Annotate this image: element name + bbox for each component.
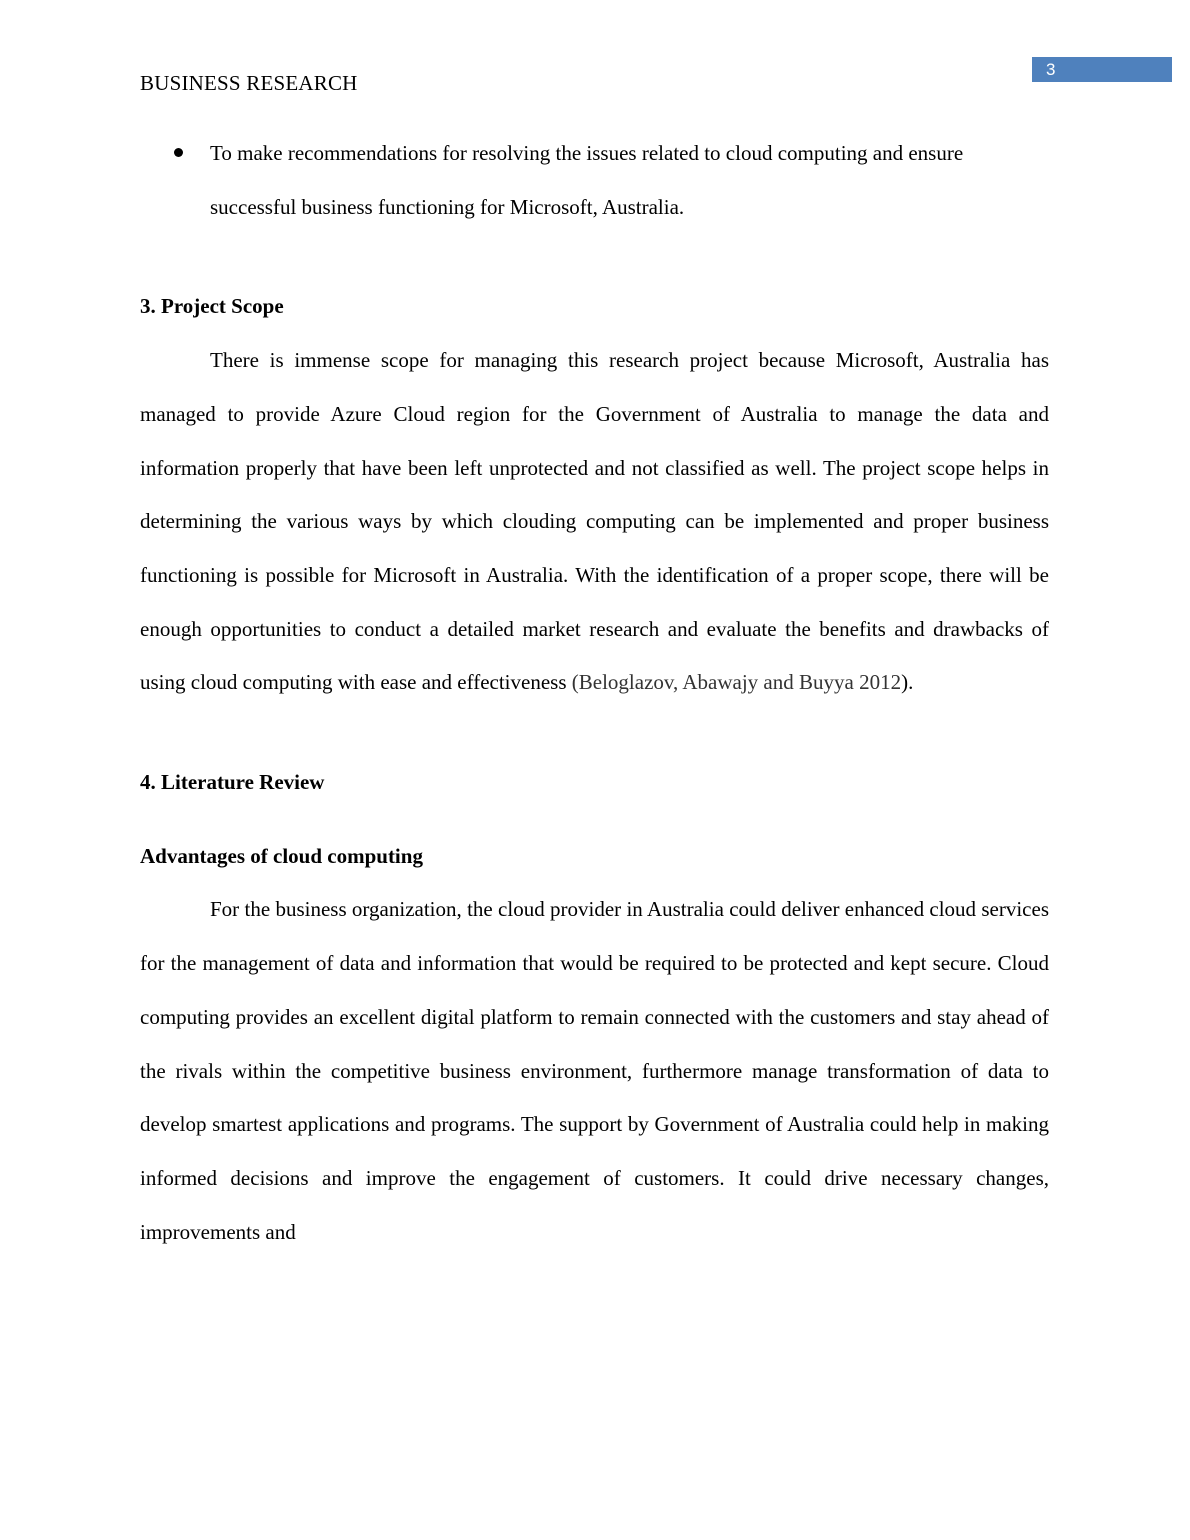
project-scope-citation: (Beloglazov, Abawajy and Buyya 2012 — [571, 670, 902, 695]
running-header-title: BUSINESS RESEARCH — [140, 71, 358, 95]
advantages-subheading: Advantages of cloud computing — [140, 843, 423, 868]
bullet-dot-icon — [174, 148, 183, 157]
page-number: 3 — [1046, 60, 1056, 79]
project-scope-citation-end: ). — [901, 670, 914, 695]
document-body — [140, 127, 1049, 1259]
project-scope-paragraph — [140, 334, 1049, 710]
advantages-paragraph: For the business organization, the cloud provider in Australia could deliver enhanced cloud services for the management of data and information that would be required to be protected and kept secure. Cloud computing provides an excellent digital platform to remain connected with the customers and stay ahead of the rivals within the competitive business environment, furthermore manage transformation of data to develop smartest applications and programs. The support by Government of Australia could help in making informed decisions and improve the engagement of customers. It could drive necessary changes, improvements and — [140, 897, 1049, 1244]
bullet-text: To make recommendations for resolving the issues related to cloud computing and ensure successful business functioning for Microsoft, Australia. — [210, 141, 964, 219]
literature-review-heading: 4. Literature Review — [140, 770, 325, 795]
project-scope-text: There is immense scope for managing this research project because Microsoft, Australia has managed to provide Azure Cloud region for the Government of Australia to manage the data and information properly that have been left unprotected and not classified as well. The project scope helps in determining the various ways by which clouding computing can be implemented and proper business functioning is possible for Microsoft in Australia. With the identification of a proper scope, there will be enough opportunities to conduct a detailed market research and evaluate the benefits and drawbacks of using cloud computing with ease and effectiveness — [140, 348, 1049, 695]
project-scope-heading: 3. Project Scope — [140, 294, 284, 319]
page-number-badge — [1032, 57, 1172, 82]
objective-bullet-item — [140, 127, 1049, 234]
